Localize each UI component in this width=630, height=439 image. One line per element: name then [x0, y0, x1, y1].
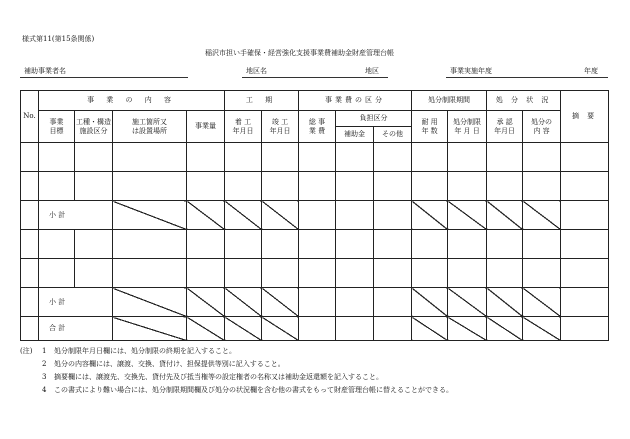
header-disposal-limit-date: 処分制限 年 月 日 [448, 111, 487, 143]
page-title: 稲沢市担い手確保・経営強化支援事業費補助金財産管理台帳 [205, 49, 394, 57]
subtotal-row [21, 201, 609, 230]
header-location: 施工箇所又 は設置場所 [113, 111, 187, 143]
header-subsidy: 補助金 [336, 127, 374, 143]
header-completion: 竣 工 年月日 [262, 111, 299, 143]
header-other: その他 [374, 127, 412, 143]
header-project-goal: 事業 目標 [39, 111, 75, 143]
header-useful-life: 耐 用 年 数 [412, 111, 448, 143]
header-period: 工 期 [225, 91, 299, 111]
notes-prefix: (注) [20, 347, 33, 355]
table-row [21, 143, 609, 172]
header-disposal-limit-period: 処分制限期間 [412, 91, 487, 111]
grand-total-row [21, 317, 609, 341]
form-number: 様式第11(第15条関係) [22, 35, 95, 43]
header-disposal-status: 処 分 状 況 [487, 91, 561, 111]
subtotal-label: 小 計 [39, 201, 113, 230]
header-project-content: 事 業 の 内 容 [39, 91, 225, 111]
note-item: (注) 1 処分制限年月日欄には、処分制限の終期を記入すること。 [20, 345, 453, 358]
year-suffix: 年度 [584, 67, 598, 75]
district-label: 地区名 [246, 67, 267, 75]
year-label: 事業実施年度 [450, 67, 492, 75]
year-underline [446, 77, 608, 78]
operator-label: 補助事業者名 [24, 67, 66, 75]
district-underline [242, 77, 388, 78]
property-ledger-table [20, 90, 609, 341]
subtotal-label: 小 計 [39, 288, 113, 317]
header-no: No. [21, 91, 39, 143]
note-item: 4 この書式により難い場合には、処分制限期間欄及び処分の状況欄を含む他の書式をもって財産管理台帳に替えることができる。 [42, 386, 453, 394]
header-quantity: 事業量 [187, 111, 225, 143]
header-remarks: 摘 要 [561, 91, 609, 143]
header-disposal-content: 処分の 内 容 [523, 111, 561, 143]
header-facility-type: 工種・構造 施設区分 [75, 111, 113, 143]
header-cost-breakdown: 事業費の区分 [299, 91, 412, 111]
notes [20, 345, 453, 397]
header-approval-date: 承 認 年月日 [487, 111, 523, 143]
header-total-cost: 総 事 業 費 [299, 111, 336, 143]
note-item: 3 摘要欄には、譲渡先、交換先、貸付先及び抵当権等の設定権者の名称又は補助金返還額を記入すること。 [42, 373, 383, 381]
subtotal-row [21, 288, 609, 317]
operator-underline [20, 77, 188, 78]
grand-total-label: 合 計 [39, 317, 113, 341]
header-burden-breakdown: 負担区分 [336, 111, 412, 127]
header-start: 着 工 年月日 [225, 111, 262, 143]
note-item: 2 処分の内容欄には、譲渡、交換、貸付け、担保提供等別に記入すること。 [42, 360, 285, 368]
table-row [21, 230, 609, 259]
table-row [21, 259, 609, 288]
table-row [21, 172, 609, 201]
district-suffix: 地区 [365, 67, 379, 75]
